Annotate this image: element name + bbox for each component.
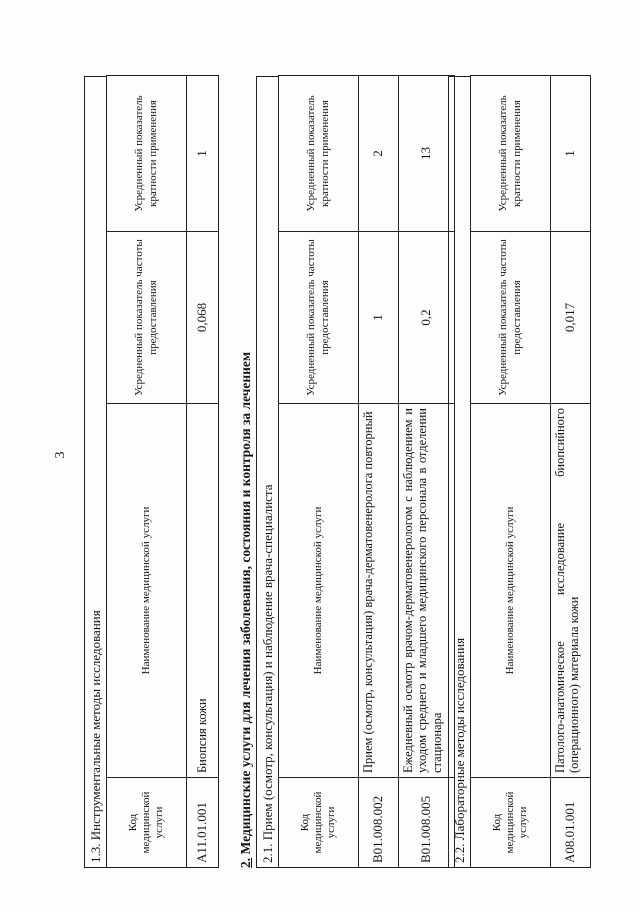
col-header-multiplicity: Усредненный показатель кратности применения	[471, 76, 551, 232]
table-header-row	[279, 76, 359, 868]
col-header-multiplicity: Усредненный показатель кратности применения	[107, 76, 187, 232]
rotated-page-content	[84, 68, 626, 868]
table-row	[551, 76, 591, 868]
service-name: Биопсия кожи	[187, 404, 219, 778]
col-header-name: Наименование медицинской услуги	[279, 404, 359, 778]
services-table	[106, 75, 219, 868]
service-frequency: 1	[359, 232, 399, 404]
section-2-2	[448, 76, 591, 868]
service-name: Патолого-анатомическое исследование биопсийного (операционного) материала кожи	[551, 404, 591, 778]
table-header-row	[107, 76, 187, 868]
section-heading-2	[238, 352, 254, 868]
services-table	[470, 75, 591, 868]
col-header-name: Наименование медицинской услуги	[471, 404, 551, 778]
service-code: A08.01.001	[551, 778, 591, 868]
col-header-code: Код медицинской услуги	[107, 778, 187, 868]
section-title: 2.1. Прием (осмотр, консультация) и наблюдение врача-специалиста	[256, 76, 278, 868]
col-header-frequency: Усредненный показатель частоты предоставления	[107, 232, 187, 404]
section-2-1	[256, 76, 455, 868]
service-frequency: 0,2	[399, 232, 455, 404]
table-header-row	[471, 76, 551, 868]
page-number: 3	[53, 451, 68, 459]
col-header-code: Код медицинской услуги	[471, 778, 551, 868]
service-name: Прием (осмотр, консультация) врача-дерматовенеролога повторный	[359, 404, 399, 778]
service-code: B01.008.005	[399, 778, 455, 868]
service-name: Ежедневный осмотр врачом-дерматовенерологом с наблюдением и уходом среднего и младшего медицинского персонала в отделении стационара	[399, 404, 455, 778]
col-header-frequency: Усредненный показатель частоты предоставления	[471, 232, 551, 404]
service-multiplicity: 1	[187, 76, 219, 232]
col-header-name: Наименование медицинской услуги	[107, 404, 187, 778]
service-multiplicity: 13	[399, 76, 455, 232]
service-code: B01.008.002	[359, 778, 399, 868]
heading-text: Медицинские услуги для лечения заболевания, состояния и контроля за лечением	[238, 351, 253, 855]
section-title: 1.3. Инструментальные методы исследования	[84, 76, 106, 868]
service-multiplicity: 2	[359, 76, 399, 232]
services-table	[278, 75, 455, 868]
col-header-frequency: Усредненный показатель частоты предоставления	[279, 232, 359, 404]
service-multiplicity: 1	[551, 76, 591, 232]
heading-number: 2.	[238, 857, 253, 868]
service-frequency: 0,017	[551, 232, 591, 404]
col-header-multiplicity: Усредненный показатель кратности применения	[279, 76, 359, 232]
service-code: A11.01.001	[187, 778, 219, 868]
table-row	[399, 76, 455, 868]
table-row	[187, 76, 219, 868]
section-title: 2.2. Лабораторные методы исследования	[448, 76, 470, 868]
table-row	[359, 76, 399, 868]
col-header-code: Код медицинской услуги	[279, 778, 359, 868]
section-1-3	[84, 76, 219, 868]
service-frequency: 0,068	[187, 232, 219, 404]
